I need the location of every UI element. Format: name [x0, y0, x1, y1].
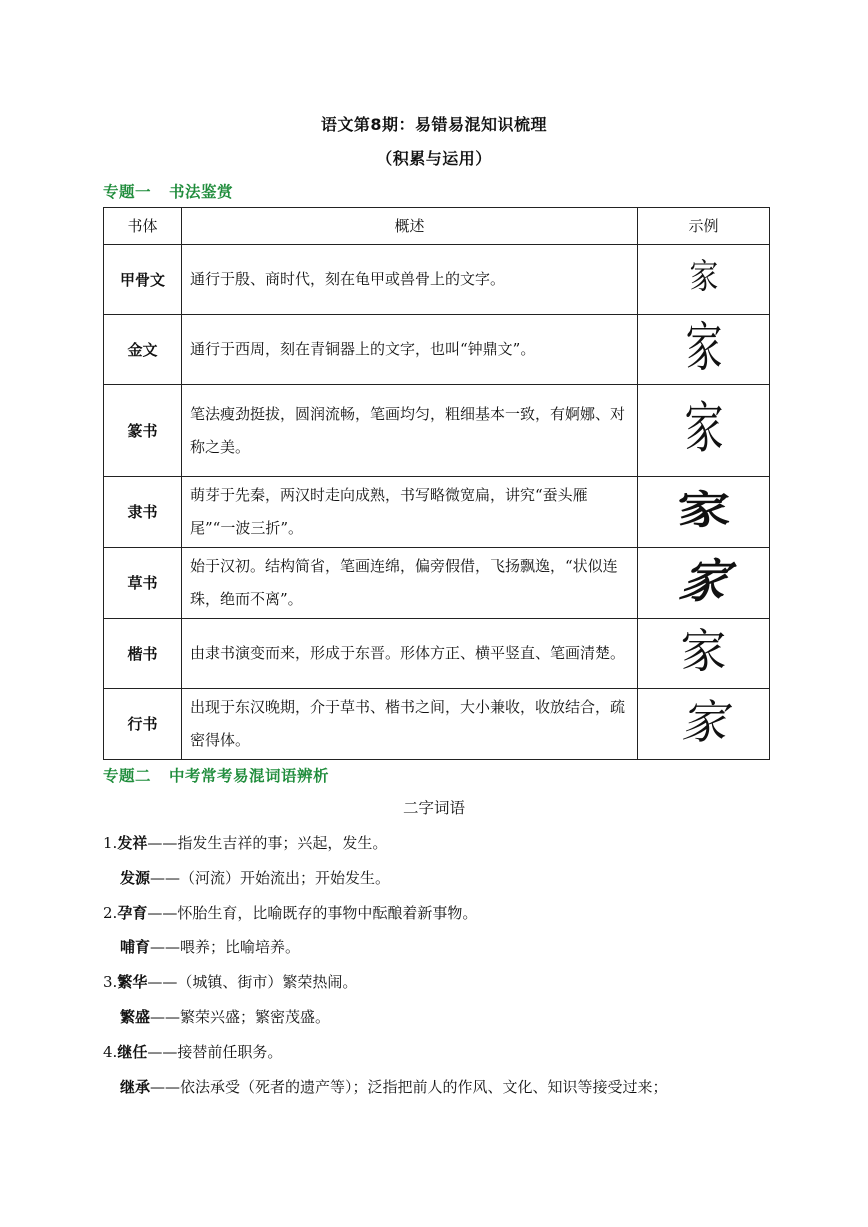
- example-glyph: 家: [680, 694, 727, 749]
- example-glyph: 家: [689, 256, 718, 297]
- entry-definition: ——接替前任职务。: [147, 1043, 283, 1061]
- entry-definition: ——依法承受（死者的遗产等）；泛指把前人的作风、文化、知识等接受过来；: [150, 1078, 668, 1096]
- example-glyph: 家: [683, 395, 724, 461]
- script-example: [638, 477, 770, 548]
- example-glyph: 家: [685, 315, 722, 379]
- word-entry: [120, 1006, 330, 1027]
- script-description: 通行于西周，刻在青铜器上的文字，也叫“钟鼎文”。: [182, 315, 638, 385]
- script-name: 金文: [104, 315, 182, 385]
- entry-definition: ——（河流）开始流出；开始发生。: [150, 869, 391, 887]
- script-name: 行书: [104, 689, 182, 760]
- script-name: 隶书: [104, 477, 182, 548]
- word-entry: [103, 902, 477, 923]
- table-row: [104, 477, 770, 548]
- word-entry: [120, 1076, 668, 1097]
- calligraphy-table: [103, 207, 770, 760]
- column-header: 示例: [638, 208, 770, 245]
- entry-term: 发祥: [117, 834, 148, 852]
- script-description: 始于汉初。结构简省，笔画连绵，偏旁假借，飞扬飘逸，“状似连珠，绝而不离”。: [182, 548, 638, 619]
- entry-number: 3.: [103, 973, 118, 991]
- script-example: [638, 385, 770, 477]
- table-row: [104, 689, 770, 760]
- table-row: [104, 385, 770, 477]
- table-row: [104, 548, 770, 619]
- entry-definition: ——（城镇、街市）繁荣热闹。: [147, 973, 358, 991]
- entry-term: 孕育: [117, 904, 148, 922]
- column-header: 书体: [104, 208, 182, 245]
- script-description: 萌芽于先秦，两汉时走向成熟，书写略微宽扁，讲究“蚕头雁尾”“一波三折”。: [182, 477, 638, 548]
- entry-term: 繁盛: [120, 1008, 151, 1026]
- script-description: 通行于殷、商时代，刻在龟甲或兽骨上的文字。: [182, 245, 638, 315]
- script-example: [638, 619, 770, 689]
- section-name: 书法鉴赏: [169, 183, 234, 201]
- script-name: 楷书: [104, 619, 182, 689]
- section-heading-calligraphy: [103, 180, 233, 202]
- word-entry: [120, 936, 300, 957]
- entry-term: 哺育: [120, 938, 151, 956]
- script-example: [638, 548, 770, 619]
- table-header-row: [104, 208, 770, 245]
- word-entry: [103, 832, 387, 853]
- script-name: 甲骨文: [104, 245, 182, 315]
- entry-number: 2.: [103, 904, 118, 922]
- example-glyph: 家: [677, 486, 730, 533]
- word-entry: [120, 867, 390, 888]
- page-subtitle: （积累与运用）: [376, 149, 492, 168]
- script-name: 草书: [104, 548, 182, 619]
- entry-definition: ——怀胎生育，比喻既存的事物中酝酿着新事物。: [147, 904, 478, 922]
- table-row: [104, 619, 770, 689]
- section-name: 中考常考易混词语辨析: [169, 767, 330, 785]
- script-description: 由隶书演变而来，形成于东晋。形体方正、横平竖直、笔画清楚。: [182, 619, 638, 689]
- script-example: [638, 689, 770, 760]
- script-description: 出现于东汉晚期，介于草书、楷书之间，大小兼收，收放结合，疏密得体。: [182, 689, 638, 760]
- word-entry: [103, 971, 357, 992]
- table-row: [104, 245, 770, 315]
- section-number: 专题一: [103, 183, 152, 201]
- entry-definition: ——指发生吉祥的事；兴起，发生。: [147, 834, 388, 852]
- entry-term: 繁华: [117, 973, 148, 991]
- script-name: 篆书: [104, 385, 182, 477]
- word-entry: [103, 1041, 282, 1062]
- entry-term: 继承: [120, 1078, 151, 1096]
- page-title: 语文第8期：易错易混知识梳理: [320, 115, 548, 134]
- column-header: 概述: [182, 208, 638, 245]
- entry-term: 发源: [120, 869, 151, 887]
- script-example: [638, 245, 770, 315]
- section-heading-words: [103, 764, 329, 786]
- table-row: [104, 315, 770, 385]
- section-number: 专题二: [103, 767, 152, 785]
- entry-term: 继任: [117, 1043, 148, 1061]
- example-glyph: 家: [680, 624, 727, 678]
- example-glyph: 家: [674, 553, 733, 608]
- entry-definition: ——喂养；比喻培养。: [150, 938, 301, 956]
- subheading: 二字词语: [402, 799, 465, 817]
- entry-number: 4.: [103, 1043, 118, 1061]
- script-example: [638, 315, 770, 385]
- entry-definition: ——繁荣兴盛；繁密茂盛。: [150, 1008, 331, 1026]
- script-description: 笔法瘦劲挺拔，圆润流畅，笔画均匀，粗细基本一致，有婀娜、对称之美。: [182, 385, 638, 477]
- entry-number: 1.: [103, 834, 118, 852]
